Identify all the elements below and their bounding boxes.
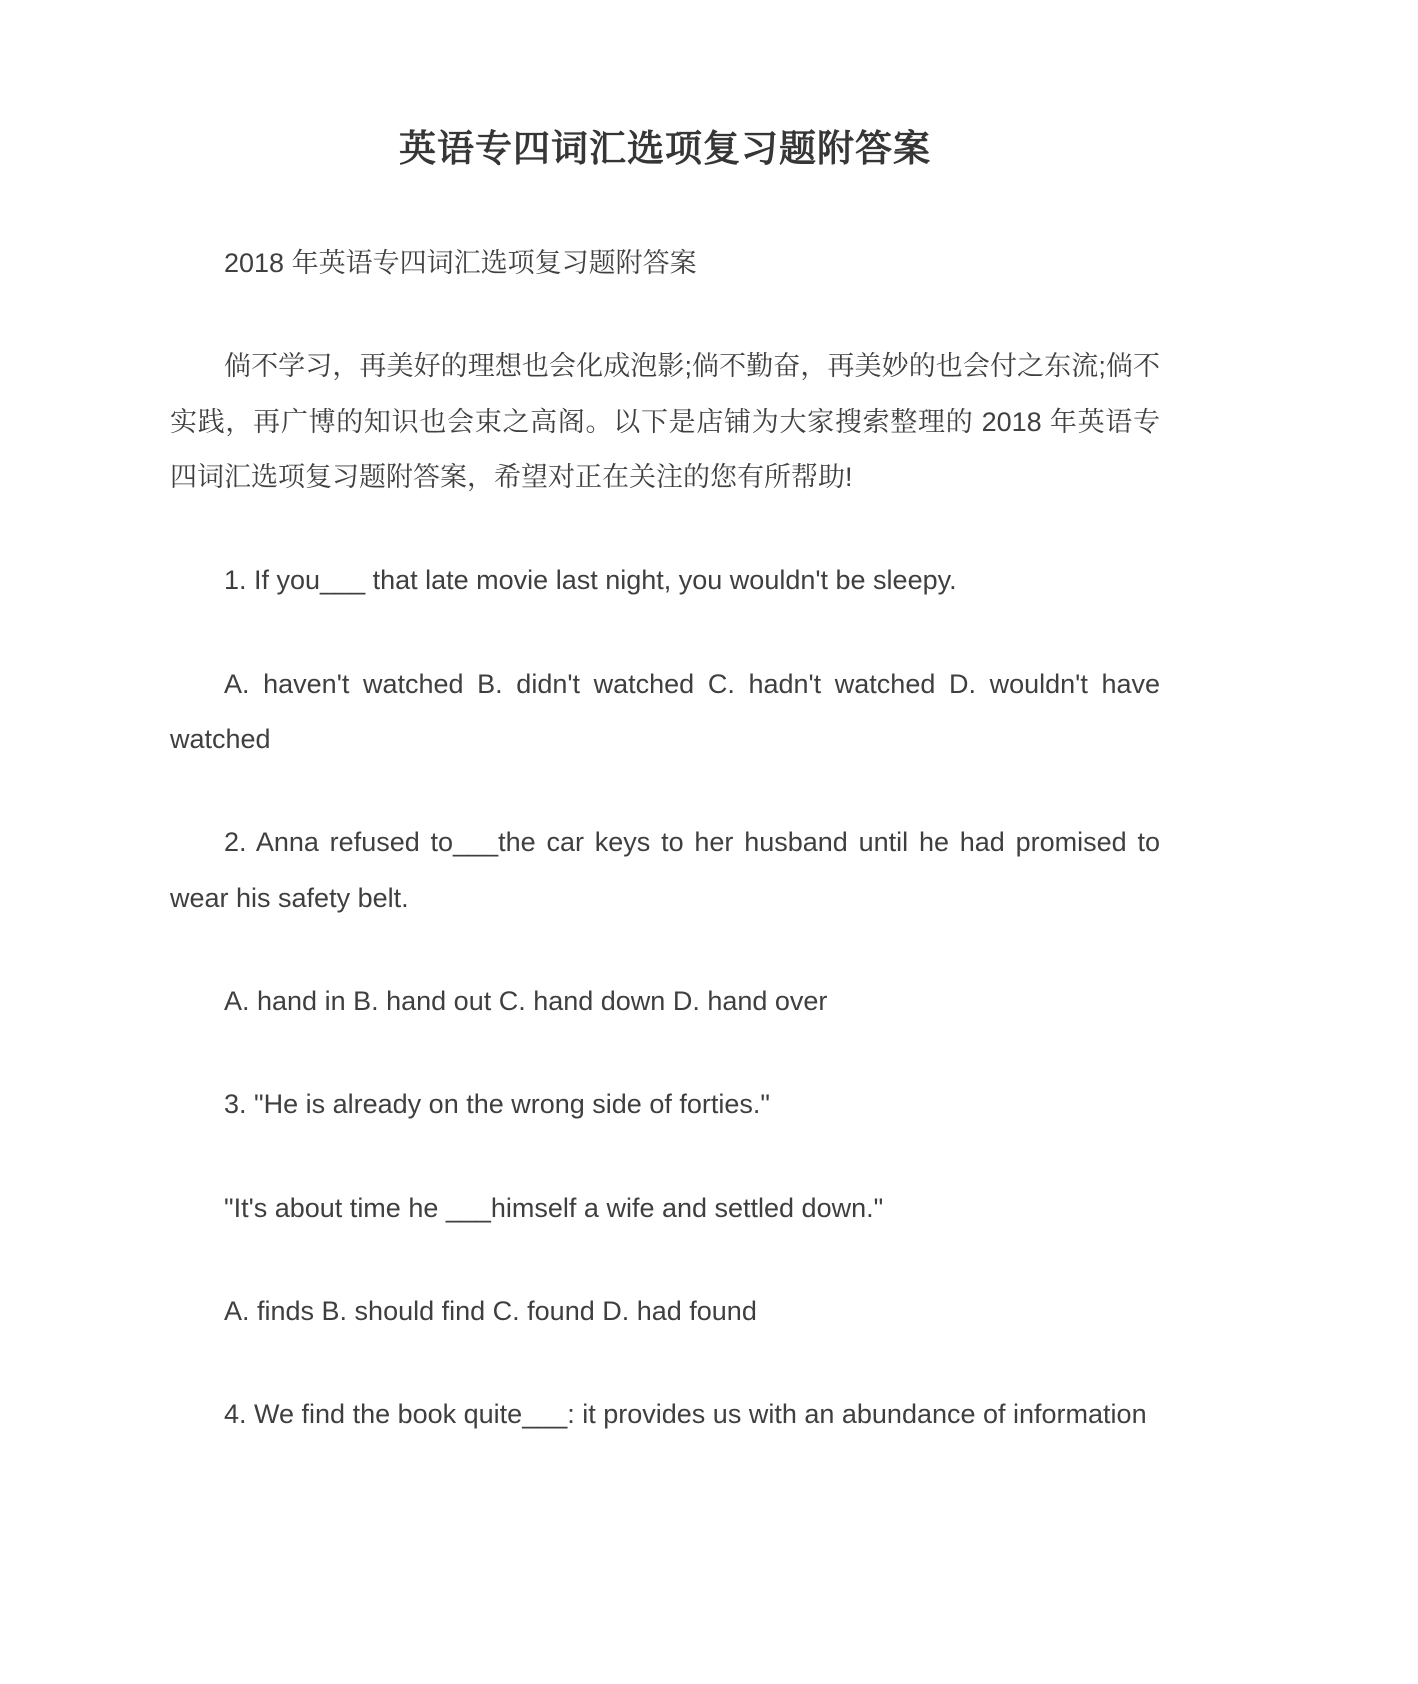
question-2-options: A. hand in B. hand out C. hand down D. hand over — [224, 986, 828, 1017]
question-4: 4. We find the book quite___: it provides us with an abundance of information — [224, 1399, 1147, 1430]
question-3-line-1: 3. "He is already on the wrong side of forties." — [224, 1089, 770, 1120]
question-3-line-2: "It's about time he ___himself a wife and settled down." — [224, 1192, 884, 1223]
question-3-options: A. finds B. should find C. found D. had found — [224, 1296, 757, 1327]
question-1: 1. If you___ that late movie last night, you wouldn't be sleepy. — [224, 565, 957, 596]
question-2: 2. Anna refused to___the car keys to her husband until he had promised to wear his safety belt. — [170, 827, 1160, 913]
document-title: 英语专四词汇选项复习题附答案 — [399, 128, 931, 169]
paragraph-intro-heading: 2018 年英语专四词汇选项复习题附答案 — [224, 248, 697, 278]
question-1-options: A. haven't watched B. didn't watched C. hadn't watched D. wouldn't have watched — [170, 668, 1160, 755]
paragraph-intro-body: 倘不学习，再美好的理想也会化成泡影;倘不勤奋，再美妙的也会付之东流;倘不实践，再广博的知识也会束之高阁。以下是店铺为大家搜索整理的 2018 年英语专四词汇选项复习题附答案，希望对正在关注的您有所帮助! — [170, 351, 1160, 493]
